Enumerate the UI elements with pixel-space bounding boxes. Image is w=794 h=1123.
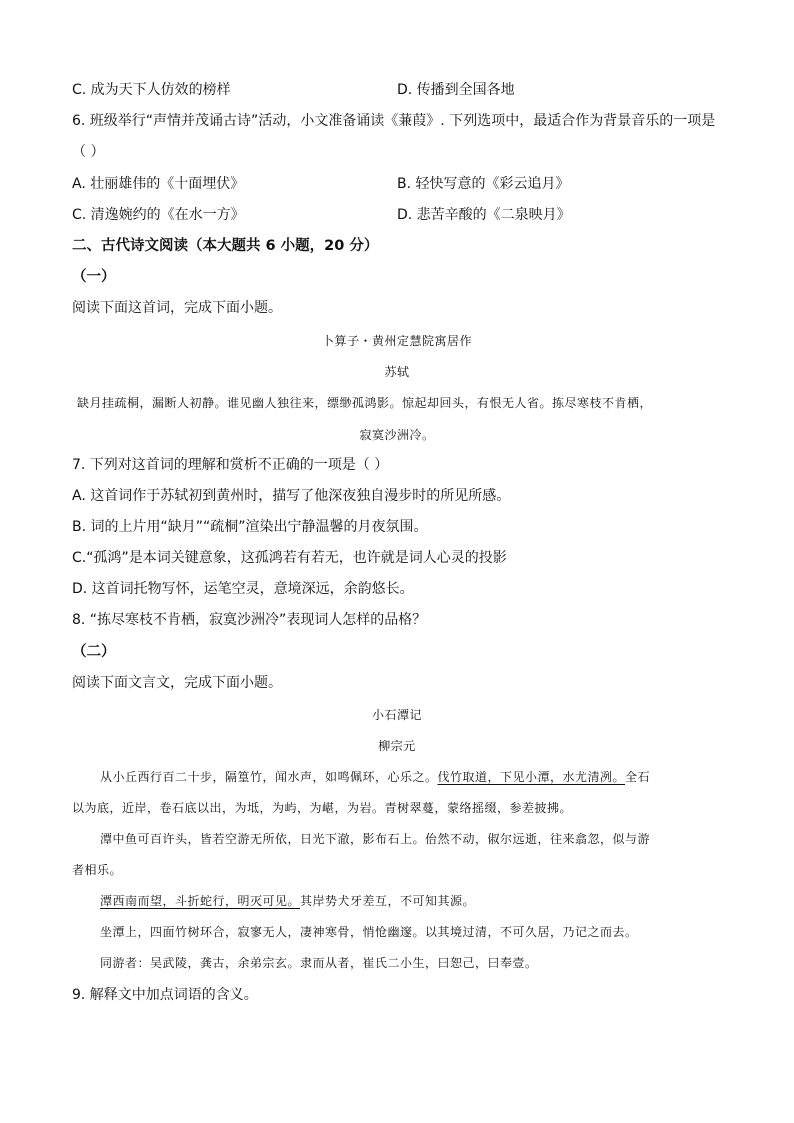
q7-option-d: D. 这首词托物写怀，运笔空灵，意境深远，余韵悠长。 [72, 581, 414, 597]
q5-option-c: C. 成为天下人仿效的榜样 [72, 82, 231, 98]
prose-paragraph-1-line-1 [100, 767, 650, 787]
prose-paragraph-1-line-2: 以为底，近岸，卷石底以出，为坻，为屿，为嵁，为岩。青树翠蔓，蒙络摇缀，参差披拂。 [72, 801, 573, 815]
prose-paragraph-2-line-1: 潭中鱼可百许头，皆若空游无所依，日光下澈，影布石上。佁然不动，俶尔远逝，往来翕忽，似与游 [100, 832, 651, 846]
poem-author: 苏轼 [384, 365, 410, 379]
part-two-instruction: 阅读下面文言文，完成下面小题。 [72, 675, 282, 691]
q9-stem: 9. 解释文中加点词语的含义。 [72, 987, 258, 1003]
q6-answer-blank: （ ） [72, 144, 105, 160]
part-one-label: （一） [72, 269, 116, 285]
q6-option-b: B. 轻快写意的《彩云追月》 [397, 176, 570, 192]
poem-title: 卜算子・黄州定慧院寓居作 [321, 334, 472, 348]
q6-option-a: A. 壮丽雄伟的《十面埋伏》 [72, 176, 245, 192]
prose-paragraph-3 [100, 891, 475, 911]
q7-option-c: C.“孤鸿”是本词关键意象，这孤鸿若有若无，也许就是词人心灵的投影 [72, 550, 507, 566]
q6-stem: 6. 班级举行“声情并茂诵古诗”活动，小文准备诵读《蒹葭》. 下列选项中，最适合作为背景音乐的一项是 [72, 113, 716, 129]
prose-p1-text-end: 全石 [625, 770, 651, 784]
q8-stem: 8. “拣尽寒枝不肯栖，寂寞沙洲冷”表现词人怎样的品格？ [72, 612, 427, 628]
q6-option-d: D. 悲苦辛酸的《二泉映月》 [397, 207, 571, 223]
prose-paragraph-4: 坐潭上，四面竹树环合，寂寥无人，凄神寒骨，悄怆幽邃。以其境过清，不可久居，乃记之而去。 [100, 925, 638, 939]
prose-p3-text: 其岸势犬牙差互，不可知其源。 [300, 894, 476, 908]
prose-title: 小石潭记 [371, 708, 422, 722]
part-one-instruction: 阅读下面这首词，完成下面小题。 [72, 300, 282, 316]
poem-text-line-2: 寂寞沙洲冷。 [359, 428, 435, 442]
q7-stem: 7. 下列对这首词的理解和赏析不正确的一项是（ ） [72, 457, 389, 473]
q7-option-b: B. 词的上片用“缺月”“疏桐”渲染出宁静温馨的月夜氛围。 [72, 519, 428, 535]
q7-option-a: A. 这首词作于苏轼初到黄州时，描写了他深夜独自漫步时的所见所感。 [72, 488, 511, 504]
poem-text-line-1: 缺月挂疏桐，漏断人初静。谁见幽人独往来，缥缈孤鸿影。惊起却回头，有恨无人省。拣尽寒枝不肯栖， [77, 396, 653, 410]
prose-paragraph-5: 同游者：吴武陵，龚古，余弟宗玄。隶而从者，崔氏二小生，曰恕己，曰奉壹。 [100, 956, 538, 970]
part-two-label: （二） [72, 644, 116, 660]
section-heading: 二、古代诗文阅读（本大题共 6 小题，20 分） [72, 238, 379, 254]
prose-p1-text: 从小丘西行百二十步，隔篁竹，闻水声，如鸣佩环，心乐之。 [100, 770, 438, 784]
prose-paragraph-2-line-2: 者相乐。 [72, 863, 123, 877]
prose-p3-underlined: 潭西南而望，斗折蛇行，明灭可见。 [100, 894, 301, 908]
prose-p1-underlined: 伐竹取道，下见小潭，水尤清冽。 [437, 770, 626, 784]
prose-author: 柳宗元 [378, 739, 416, 753]
q5-option-d: D. 传播到全国各地 [397, 82, 515, 98]
q6-option-c: C. 清逸婉约的《在水一方》 [72, 207, 245, 223]
